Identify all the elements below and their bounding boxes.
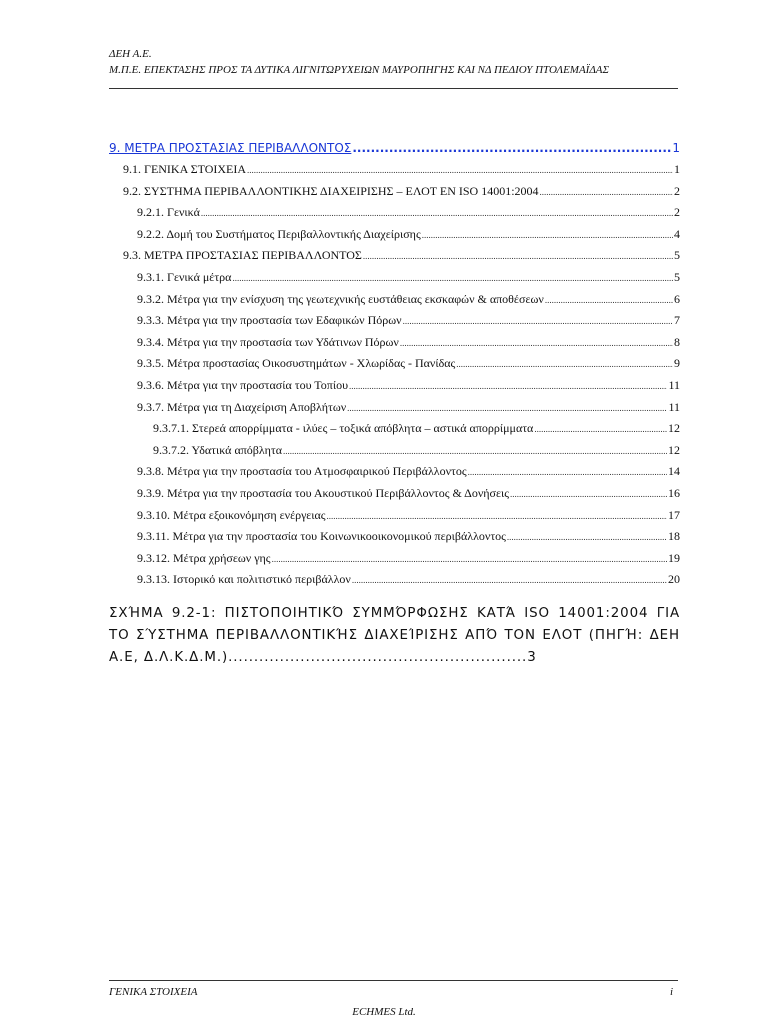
toc-entry-page: 4: [674, 226, 680, 241]
toc-entry-title: 9.3.2. Μέτρα για την ενίσχυση της γεωτεχνικής ευστάθειας εκσκαφών & αποθέσεων: [137, 291, 544, 306]
toc-entry-page: 17: [668, 507, 680, 522]
header-divider: [109, 88, 678, 89]
toc-entry-title: 9.3.7.2. Υδατικά απόβλητα: [153, 442, 282, 457]
toc-dot-leader: [422, 225, 673, 246]
toc-entry[interactable]: [109, 505, 680, 527]
toc-entry-title: 9.3.4. Μέτρα για την προστασία των Υδάτινων Πόρων: [137, 334, 399, 349]
toc-entry[interactable]: [109, 375, 680, 397]
toc-entry[interactable]: [109, 332, 680, 354]
toc-entry-title: 9.1. ΓΕΝΙΚΑ ΣΤΟΙΧΕΙΑ: [123, 162, 247, 176]
toc-entry-title: 9.3.7. Μέτρα για τη Διαχείριση Αποβλήτων: [137, 399, 347, 414]
header-study-title: Μ.Π.Ε. ΕΠΕΚΤΑΣΗΣ ΠΡΟΣ ΤΑ ΔΥΤΙΚΑ ΛΙΓΝΙΤΩΡΥΧΕΙΩΝ ΜΑΥΡΟΠΗΓΗΣ ΚΑΙ ΝΔ ΠΕΔΙΟΥ ΠΤΟΛΕΜΑΪΔΑΣ: [109, 64, 610, 76]
toc-entry-title: 9.3.1. Γενικά μέτρα: [137, 269, 232, 284]
toc-entry[interactable]: [109, 353, 680, 375]
toc-entry-page: 18: [668, 529, 680, 544]
toc-entry-title: 9.3.13. Ιστορικό και πολιτιστικό περιβάλλον: [137, 572, 351, 587]
footer-divider: [109, 980, 678, 981]
toc-dot-leader: [327, 506, 667, 527]
toc-entry[interactable]: [109, 483, 680, 505]
toc-dot-leader: [347, 398, 667, 419]
toc-entry[interactable]: [109, 397, 680, 419]
toc-entry[interactable]: [109, 461, 680, 483]
toc-entry-page: 9: [674, 356, 680, 371]
toc-entry-title: 9.3.6. Μέτρα για την προστασία του Τοπίου: [137, 377, 349, 392]
toc-entry[interactable]: [109, 289, 680, 311]
toc-entry-title: 9.3.12. Μέτρα χρήσεων γης: [137, 550, 271, 565]
toc-entry-page: 20: [668, 572, 680, 587]
toc-entry[interactable]: [109, 569, 680, 591]
toc-dot-leader: [232, 268, 673, 289]
toc-entry[interactable]: [109, 202, 680, 224]
toc-entry-title: 9.3.10. Μέτρα εξοικονόμηση ενέργειας: [137, 507, 326, 522]
toc-dot-leader: [510, 484, 667, 505]
toc-dot-leader: [545, 290, 673, 311]
toc-entry-page: 5: [674, 269, 680, 284]
toc-dot-leader: [201, 203, 673, 224]
toc-entry[interactable]: [109, 137, 680, 159]
toc-entry-page: 12: [668, 442, 680, 457]
toc-entry[interactable]: [109, 548, 680, 570]
toc-dot-leader: [363, 246, 673, 267]
toc-dot-leader: [352, 137, 671, 159]
toc-dot-leader: [400, 333, 673, 354]
toc-entry-page: 19: [668, 550, 680, 565]
toc-dot-leader: [507, 527, 667, 548]
toc-dot-leader: [403, 311, 673, 332]
toc-dot-leader: [468, 462, 667, 483]
toc-entry-title: 9.2.1. Γενικά: [137, 205, 200, 220]
toc-entry[interactable]: [109, 526, 680, 548]
toc-entry-page: 12: [668, 421, 680, 436]
header-company: ΔΕΗ Α.Ε.: [109, 48, 152, 60]
toc-dot-leader: [349, 376, 667, 397]
toc-entry[interactable]: [109, 159, 680, 181]
toc-entry-title: 9.3.7.1. Στερεά απορρίμματα - ιλύες – τοξικά απόβλητα – αστικά απορρίμματα: [153, 421, 534, 436]
toc-dot-leader: [272, 549, 667, 570]
toc-entry-page: 8: [674, 334, 680, 349]
toc-entry-page: 1: [672, 141, 680, 155]
toc-entry-title: 9.3.11. Μέτρα για την προστασία του Κοινωνικοοικονομικού περιβάλλοντος: [137, 529, 506, 544]
toc-dot-leader: [534, 419, 667, 440]
toc-entry-page: 6: [674, 291, 680, 306]
table-of-contents: [109, 137, 680, 591]
toc-entry[interactable]: [109, 418, 680, 440]
toc-dot-leader: [540, 182, 673, 203]
footer-section-title: ΓΕΝΙΚΑ ΣΤΟΙΧΕΙΑ: [109, 986, 198, 998]
toc-entry-page: 11: [668, 377, 680, 392]
toc-entry-title: 9.3.3. Μέτρα για την προστασία των Εδαφικών Πόρων: [137, 313, 402, 328]
toc-entry-page: 7: [674, 313, 680, 328]
toc-entry-title: 9.2.2. Δομή του Συστήματος Περιβαλλοντικής Διαχείρισης: [137, 226, 421, 241]
toc-entry-page: 5: [674, 248, 680, 263]
toc-entry[interactable]: [109, 245, 680, 267]
toc-entry-title: 9.3.8. Μέτρα για την προστασία του Ατμοσφαιρικού Περιβάλλοντος: [137, 464, 467, 479]
toc-entry-title: 9.3.9. Μέτρα για την προστασία του Ακουστικού Περιβάλλοντος & Δονήσεις: [137, 485, 510, 500]
footer-company: ECHMES Ltd.: [352, 1006, 416, 1018]
toc-entry-page: 2: [674, 183, 680, 198]
toc-entry-page: 2: [674, 205, 680, 220]
toc-dot-leader: [247, 160, 673, 181]
toc-entry-page: 11: [668, 399, 680, 414]
toc-entry-page: 14: [668, 464, 680, 479]
toc-entry-title: 9.2. ΣΥΣΤΗΜΑ ΠΕΡΙΒΑΛΛΟΝΤΙΚΗΣ ΔΙΑΧΕΙΡΙΣΗΣ – ΕΛΟΤ ΕΝ ISO 14001:2004: [123, 183, 539, 198]
toc-entry[interactable]: [109, 224, 680, 246]
toc-dot-leader: [456, 354, 673, 375]
list-of-figures-entry[interactable]: ΣΧΉΜΑ 9.2-1: ΠΙΣΤΟΠΟΙΗΤΙΚΌ ΣΥΜΜΌΡΦΩΣΗΣ ΚΑΤΆ ISO 14001:2004 ΓΙΑ ΤΟ ΣΎΣΤΗΜΑ ΠΕΡΙΒΑΛΛΟΝΤΙΚΉΣ ΔΙΑΧΕΊΡΙΣΗΣ ΑΠΌ ΤΟΝ ΕΛΟΤ (ΠΗΓΉ: ΔΕΗ Α.Ε, Δ.Λ.Κ.Δ.Μ.)..........................................................3: [109, 606, 680, 665]
toc-entry-title: 9. ΜΕΤΡΑ ΠΡΟΣΤΑΣΙΑΣ ΠΕΡΙΒΑΛΛΟΝΤΟΣ: [109, 141, 352, 155]
toc-entry[interactable]: [109, 440, 680, 462]
toc-entry-page: 16: [668, 485, 680, 500]
footer-page-number: i: [670, 986, 674, 998]
toc-dot-leader: [352, 570, 667, 591]
toc-entry[interactable]: [109, 267, 680, 289]
toc-entry[interactable]: [109, 181, 680, 203]
toc-entry-page: 1: [674, 162, 680, 176]
toc-entry[interactable]: [109, 310, 680, 332]
toc-entry-title: 9.3. ΜΕΤΡΑ ΠΡΟΣΤΑΣΙΑΣ ΠΕΡΙΒΑΛΛΟΝΤΟΣ: [123, 248, 362, 263]
toc-entry-title: 9.3.5. Μέτρα προστασίας Οικοσυστημάτων - Χλωρίδας - Πανίδας: [137, 356, 456, 371]
toc-dot-leader: [283, 441, 667, 462]
page-header: [109, 46, 677, 78]
